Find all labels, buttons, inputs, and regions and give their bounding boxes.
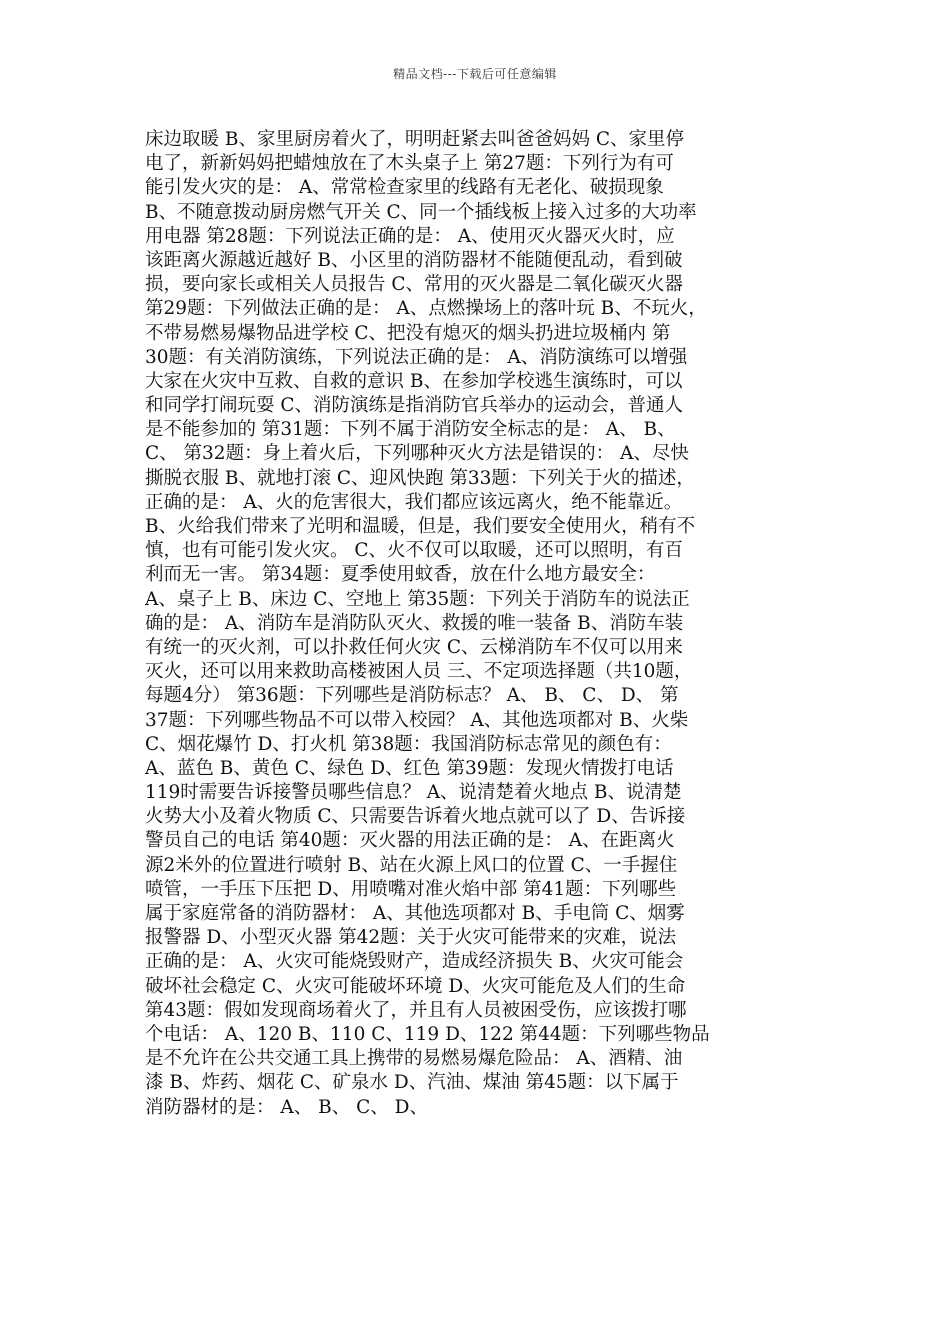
text-line: 消防器材的是： A、 B、 C、 D、 [145, 1096, 428, 1118]
text-line: 报警器 D、小型灭火器 第42题：关于火灾可能带来的灾难，说法 [145, 927, 677, 949]
text-line: 和同学打闹玩耍 C、消防演练是指消防官兵举办的运动会，普通人 [145, 395, 684, 417]
document-body [145, 128, 807, 1120]
text-line: 确的是： A、消防车是消防队灭火、救援的唯一装备 B、消防车装 [145, 612, 684, 634]
text-line: 撕脱衣服 B、就地打滚 C、迎风快跑 第33题：下列关于火的描述， [145, 467, 695, 489]
text-line: 喷管，一手压下压把 D、用喷嘴对准火焰中部 第41题：下列哪些 [145, 878, 677, 900]
text-line: 属于家庭常备的消防器材： A、其他选项都对 B、手电筒 C、烟雾 [145, 903, 685, 924]
text-line: 每题4分） 第36题：下列哪些是消防标志？ A、 B、 C、 D、 第 [145, 685, 679, 707]
text-line: 正确的是： A、火的危害很大，我们都应该远离火，绝不能靠近。 [145, 491, 683, 513]
text-line: 是不能参加的 第31题：下列不属于消防安全标志的是： A、 B、 [145, 419, 676, 441]
text-line: A、蓝色 B、黄色 C、绿色 D、红色 第39题：发现火情拨打电话 [145, 757, 674, 779]
text-line: 正确的是： A、火灾可能烧毁财产，造成经济损失 B、火灾可能会 [145, 951, 684, 973]
text-line: 利而无一害。 第34题：夏季使用蚊香，放在什么地方最安全： [145, 564, 656, 586]
text-line: C、烟花爆竹 D、打火机 第38题：我国消防标志常见的颜色有： [145, 733, 672, 755]
text-line: 损，要向家长或相关人员报告 C、常用的灭火器是二氧化碳灭火器 [145, 274, 684, 296]
text-line: B、不随意拨动厨房燃气开关 C、同一个插线板上接入过多的大功率 [145, 201, 697, 223]
text-line: 119时需要告诉接警员哪些信息？ A、说清楚着火地点 B、说清楚 [145, 782, 682, 804]
text-line: 床边取暖 B、家里厨房着火了，明明赶紧去叫爸爸妈妈 C、家里停 [145, 129, 685, 150]
text-line: 破坏社会稳定 C、火灾可能破坏环境 D、火灾可能危及人们的生命 [145, 975, 686, 997]
text-line: 大家在火灾中互救、自救的意识 B、在参加学校逃生演练时，可以 [145, 370, 683, 392]
page-header: 精品文档---下载后可任意编辑 [393, 67, 557, 81]
text-line: B、火给我们带来了光明和温暖，但是，我们要安全使用火，稍有不 [145, 516, 696, 537]
text-line: 有统一的灭火剂，可以扑救任何火灾 C、云梯消防车不仅可以用来 [145, 636, 684, 658]
text-line: 用电器 第28题：下列说法正确的是： A、使用灭火器灭火时，应 [145, 225, 675, 247]
text-line: 灭火，还可以用来救助高楼被困人员 三、不定项选择题（共10题， [145, 661, 693, 683]
text-line: 30题：有关消防演练，下列说法正确的是： A、消防演练可以增强 [145, 346, 688, 368]
text-line: 源2米外的位置进行喷射 B、站在火源上风口的位置 C、一手握住 [145, 854, 678, 876]
text-line: A、桌子上 B、床边 C、空地上 第35题：下列关于消防车的说法正 [145, 588, 690, 610]
text-line: 能引发火灾的是： A、常常检查家里的线路有无老化、破损现象 [145, 177, 664, 199]
text-line: 37题：下列哪些物品不可以带入校园？ A、其他选项都对 B、火柴 [145, 709, 689, 731]
text-line: 该距离火源越近越好 B、小区里的消防器材不能随便乱动，看到破 [145, 249, 683, 271]
text-line: 电了，新新妈妈把蜡烛放在了木头桌子上 第27题：下列行为有可 [145, 153, 674, 175]
text-line: C、 第32题：身上着火后，下列哪种灭火方法是错误的： A、尽快 [145, 443, 689, 465]
text-line: 火势大小及着火物质 C、只需要告诉着火地点就可以了 D、告诉接 [145, 806, 686, 828]
text-line: 慎，也有可能引发火灾。 C、火不仅可以取暖，还可以照明，有百 [145, 540, 684, 562]
text-line: 不带易燃易爆物品进学校 C、把没有熄灭的烟头扔进垃圾桶内 第 [145, 322, 671, 344]
text-line: 漆 B、炸药、烟花 C、矿泉水 D、汽油、煤油 第45题：以下属于 [145, 1072, 679, 1094]
text-line: 警员自己的电话 第40题：灭火器的用法正确的是： A、在距离火 [145, 830, 675, 852]
text-line: 第43题：假如发现商场着火了，并且有人员被困受伤，应该拨打哪 [145, 999, 687, 1021]
text-line: 个电话： A、120 B、110 C、119 D、122 第44题：下列哪些物品 [145, 1023, 710, 1045]
text-line: 是不允许在公共交通工具上携带的易燃易爆危险品： A、酒精、油 [145, 1048, 683, 1070]
text-line: 第29题：下列做法正确的是： A、点燃操场上的落叶玩 B、不玩火， [145, 298, 707, 320]
